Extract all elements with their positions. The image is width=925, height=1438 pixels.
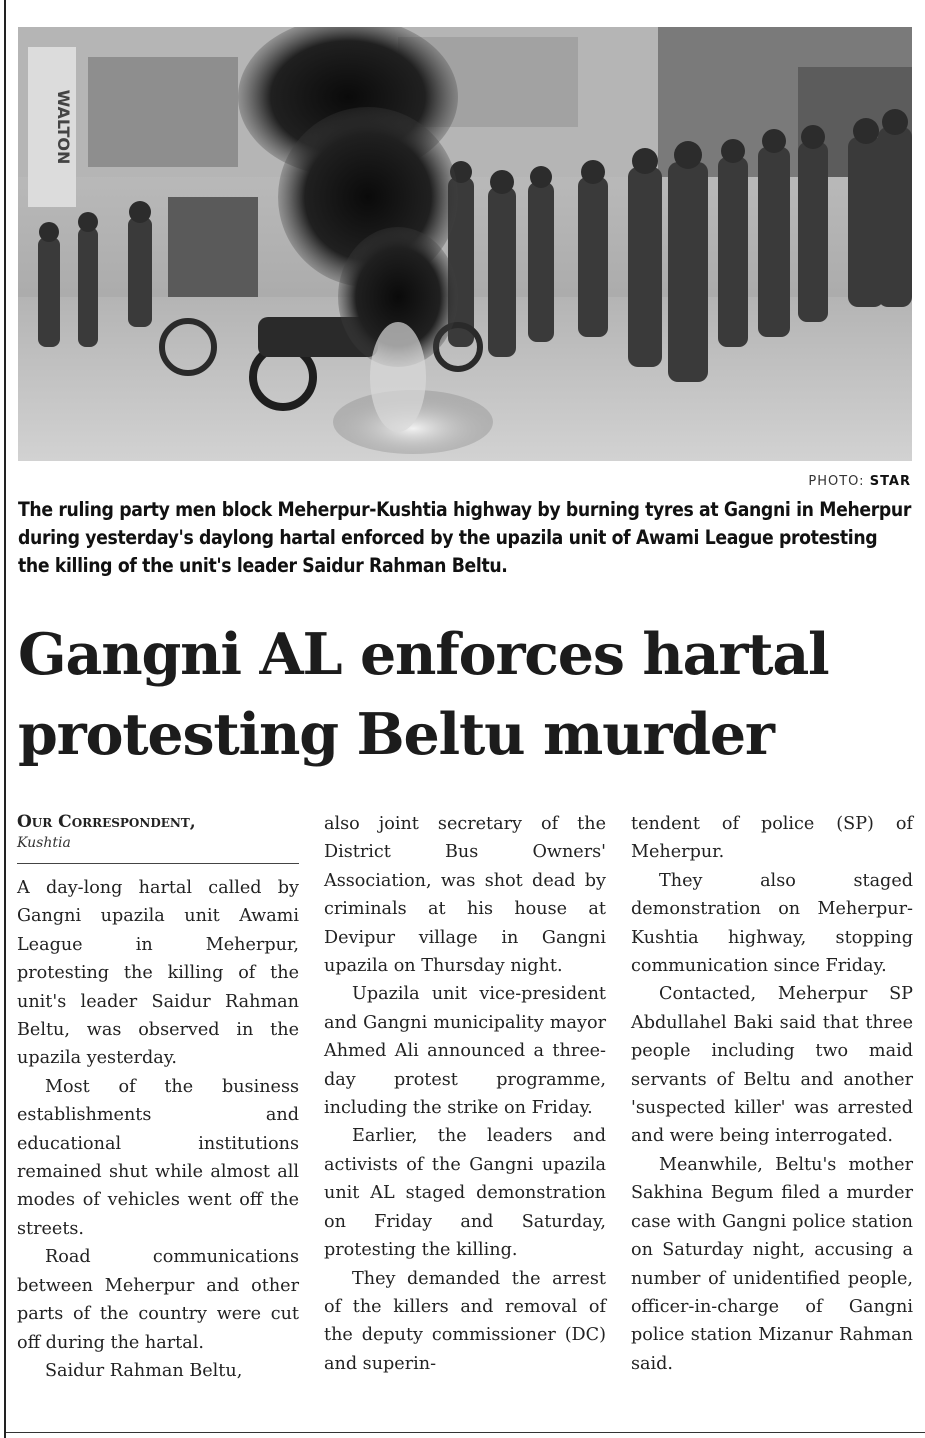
article-paragraph: Saidur Rahman Beltu,	[45, 1360, 243, 1381]
photo-credit	[808, 474, 911, 489]
photo-credit-label: PHOTO:	[808, 474, 865, 489]
article-paragraph: Upazila unit vice-president and Gangni municipality mayor Ahmed Ali announced a three-day protest programme, including the strike on Friday.	[324, 984, 606, 1119]
article-column-2	[324, 810, 606, 1378]
article-paragraph: A day-long hartal called by Gangni upazila unit Awami League in Meherpur, protesting the killing of the unit's leader Saidur Rahman Beltu, was observed in the upazila yesterday.	[17, 878, 299, 1069]
article-paragraph: Earlier, the leaders and activists of the Gangni upazila unit AL staged demonstration on Friday and Saturday, protesting the killing.	[324, 1126, 606, 1261]
headline-line-2: protesting Beltu murder	[18, 701, 774, 768]
photo-credit-source: STAR	[869, 474, 911, 489]
photo-caption: The ruling party men block Meherpur-Kushtia highway by burning tyres at Gangni in Meherpur during yesterday's daylong hartal enforced by the upazila unit of Awami League protesting the killing of the unit's leader Saidur Rahman Beltu.	[18, 498, 912, 577]
article-headline	[18, 615, 918, 775]
dateline: Kushtia	[17, 835, 71, 851]
article-paragraph: tendent of police (SP) of Meherpur.	[631, 814, 913, 863]
byline: Our Correspondent,	[17, 812, 196, 832]
article-paragraph: Most of the business establishments and educational institutions remained shut while almost all modes of vehicles went off the streets.	[17, 1076, 299, 1239]
article-paragraph: Road communications between Meherpur and other parts of the country were cut off during the hartal.	[17, 1247, 299, 1353]
article-paragraph: also joint secretary of the District Bus Owners' Association, was shot dead by criminals at his house at Devipur village in Gangni upazila on Thursday night.	[324, 814, 606, 977]
news-photo	[18, 27, 912, 461]
protest-photo-image	[18, 27, 912, 461]
page-bottom-rule	[6, 1432, 925, 1433]
article-paragraph: Meanwhile, Beltu's mother Sakhina Begum filed a murder case with Gangni police station on Saturday night, accusing a number of unidentified people, officer-in-charge of Gangni police station Mizanur Rahman said.	[631, 1154, 913, 1374]
headline-line-1: Gangni AL enforces hartal	[18, 621, 829, 688]
article-paragraph: They demanded the arrest of the killers and removal of the deputy commissioner (DC) and superin-	[324, 1268, 606, 1374]
article-paragraph: Contacted, Meherpur SP Abdullahel Baki said that three people including two maid servants of Beltu and another 'suspected killer' was arrested and were being interrogated.	[631, 984, 913, 1147]
page-left-rule	[4, 0, 6, 1438]
article-paragraph: They also staged demonstration on Meherpur-Kushtia highway, stopping communication since Friday.	[631, 870, 913, 977]
sign-text: WALTON	[54, 89, 73, 165]
byline-divider	[17, 863, 299, 864]
article-column-3	[631, 810, 913, 1378]
article-column-1	[17, 810, 299, 1385]
